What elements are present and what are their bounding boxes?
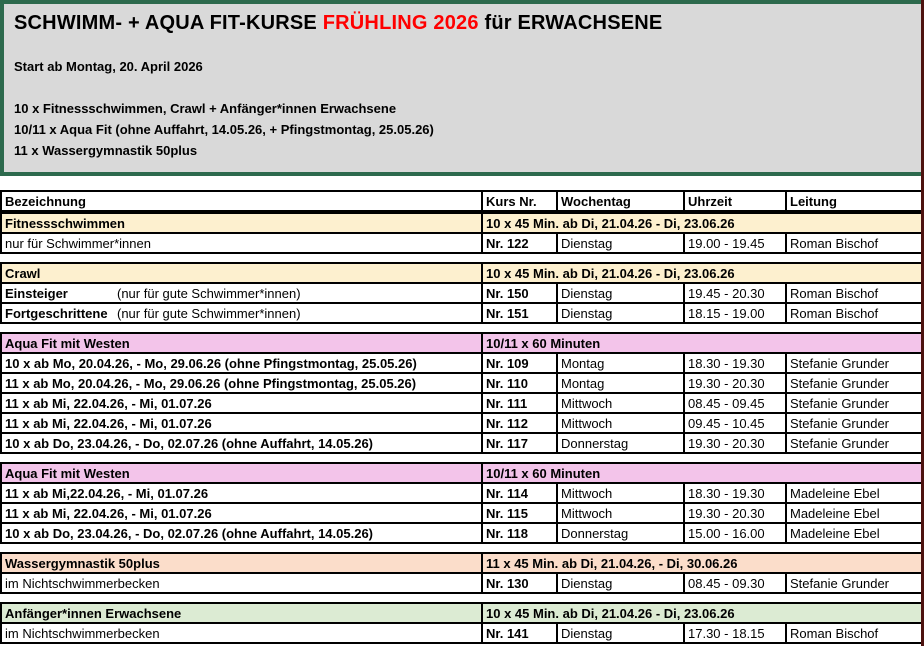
course-tables	[0, 190, 924, 644]
course-weekday: Mittwoch	[557, 503, 684, 523]
column-header: Wochentag	[557, 191, 684, 211]
course-time: 09.45 - 10.45	[684, 413, 786, 433]
column-header: Uhrzeit	[684, 191, 786, 211]
section-schedule: 10/11 x 60 Minuten	[482, 463, 922, 483]
section-header-row	[1, 263, 922, 283]
section-header-row	[1, 463, 922, 483]
course-section-table	[0, 332, 923, 454]
info-line-fitnessschwimmen: 10 x Fitnessschwimmen, Crawl + Anfänger*innen Erwachsene	[14, 101, 397, 116]
section-schedule: 10 x 45 Min. ab Di, 21.04.26 - Di, 23.06.26	[482, 213, 922, 233]
course-bezeichnung	[1, 523, 482, 543]
section-schedule: 11 x 45 Min. ab Di, 21.04.26, - Di, 30.06.26	[482, 553, 922, 573]
section-title: Aqua Fit mit Westen	[1, 463, 482, 483]
course-leader: Stefanie Grunder	[786, 353, 922, 373]
course-leader: Madeleine Ebel	[786, 503, 922, 523]
course-section-table	[0, 552, 923, 594]
column-header-row	[1, 191, 922, 211]
course-weekday: Montag	[557, 353, 684, 373]
course-leader: Stefanie Grunder	[786, 433, 922, 453]
course-info-lines	[14, 98, 921, 161]
course-label: 11 x ab Mi, 22.04.26, - Mi, 01.07.26	[5, 395, 212, 411]
course-number: Nr. 150	[482, 283, 557, 303]
course-number: Nr. 115	[482, 503, 557, 523]
course-leader: Roman Bischof	[786, 283, 922, 303]
course-label: Einsteiger	[5, 285, 68, 301]
course-time: 18.30 - 19.30	[684, 483, 786, 503]
title-highlight: FRÜHLING 2026	[322, 12, 479, 34]
course-weekday: Dienstag	[557, 233, 684, 253]
course-row	[1, 283, 922, 303]
course-leader: Stefanie Grunder	[786, 413, 922, 433]
course-leader: Madeleine Ebel	[786, 483, 922, 503]
section-title: Wassergymnastik 50plus	[1, 553, 482, 573]
info-line-wassergymnastik: 11 x Wassergymnastik 50plus	[14, 143, 198, 158]
document-header	[0, 0, 921, 176]
course-number: Nr. 111	[482, 393, 557, 413]
course-label: Fortgeschrittene	[5, 305, 108, 321]
course-bezeichnung	[1, 573, 482, 593]
course-weekday: Dienstag	[557, 283, 684, 303]
course-label: nur für Schwimmer*innen	[5, 235, 151, 251]
course-leader: Roman Bischof	[786, 233, 922, 253]
course-section-table	[0, 262, 923, 324]
course-number: Nr. 117	[482, 433, 557, 453]
course-weekday: Mittwoch	[557, 413, 684, 433]
course-leader: Stefanie Grunder	[786, 393, 922, 413]
course-weekday: Mittwoch	[557, 393, 684, 413]
course-time: 08.45 - 09.30	[684, 573, 786, 593]
course-number: Nr. 109	[482, 353, 557, 373]
course-number: Nr. 114	[482, 483, 557, 503]
course-row	[1, 233, 922, 253]
title-part-1: SCHWIMM- + AQUA FIT-KURSE	[14, 12, 323, 34]
course-row	[1, 433, 922, 453]
title-part-2: für ERWACHSENE	[478, 12, 663, 34]
course-weekday: Mittwoch	[557, 483, 684, 503]
course-label: im Nichtschwimmerbecken	[5, 625, 160, 641]
course-leader: Roman Bischof	[786, 623, 922, 643]
course-row	[1, 523, 922, 543]
course-time: 15.00 - 16.00	[684, 523, 786, 543]
course-section-table	[0, 462, 923, 544]
course-bezeichnung	[1, 283, 482, 303]
course-label: 10 x ab Mo, 20.04.26, - Mo, 29.06.26 (ohne Pfingstmontag, 25.05.26)	[5, 355, 417, 371]
course-row	[1, 413, 922, 433]
info-line-aquafit: 10/11 x Aqua Fit (ohne Auffahrt, 14.05.26, + Pfingstmontag, 25.05.26)	[14, 122, 434, 137]
column-header-table	[0, 190, 923, 212]
course-time: 17.30 - 18.15	[684, 623, 786, 643]
column-header: Leitung	[786, 191, 922, 211]
section-title: Aqua Fit mit Westen	[1, 333, 482, 353]
section-schedule: 10 x 45 Min. ab Di, 21.04.26 - Di, 23.06.26	[482, 603, 922, 623]
course-label: 11 x ab Mi, 22.04.26, - Mi, 01.07.26	[5, 415, 212, 431]
course-time: 08.45 - 09.45	[684, 393, 786, 413]
course-number: Nr. 141	[482, 623, 557, 643]
course-time: 19.00 - 19.45	[684, 233, 786, 253]
course-label: 10 x ab Do, 23.04.26, - Do, 02.07.26 (ohne Auffahrt, 14.05.26)	[5, 435, 373, 451]
course-bezeichnung	[1, 393, 482, 413]
start-date-line: Start ab Montag, 20. April 2026	[14, 59, 203, 74]
course-leader: Roman Bischof	[786, 303, 922, 323]
course-row	[1, 353, 922, 373]
course-row	[1, 573, 922, 593]
course-bezeichnung	[1, 503, 482, 523]
course-number: Nr. 110	[482, 373, 557, 393]
course-note: (nur für gute Schwimmer*innen)	[117, 285, 301, 301]
course-weekday: Dienstag	[557, 303, 684, 323]
course-bezeichnung	[1, 353, 482, 373]
course-number: Nr. 130	[482, 573, 557, 593]
section-header-row	[1, 603, 922, 623]
course-time: 19.45 - 20.30	[684, 283, 786, 303]
course-bezeichnung	[1, 373, 482, 393]
course-section-table	[0, 602, 923, 644]
course-bezeichnung	[1, 233, 482, 253]
course-weekday: Donnerstag	[557, 433, 684, 453]
course-section-table	[0, 212, 923, 254]
course-row	[1, 393, 922, 413]
course-row	[1, 483, 922, 503]
section-title: Fitnessschwimmen	[1, 213, 482, 233]
section-title: Anfänger*innen Erwachsene	[1, 603, 482, 623]
section-header-row	[1, 553, 922, 573]
course-time: 19.30 - 20.30	[684, 373, 786, 393]
course-label: im Nichtschwimmerbecken	[5, 575, 160, 591]
course-bezeichnung	[1, 623, 482, 643]
course-weekday: Dienstag	[557, 623, 684, 643]
course-label: 11 x ab Mi,22.04.26, - Mi, 01.07.26	[5, 485, 209, 501]
course-weekday: Montag	[557, 373, 684, 393]
course-row	[1, 503, 922, 523]
section-header-row	[1, 333, 922, 353]
section-title: Crawl	[1, 263, 482, 283]
course-label: 11 x ab Mi, 22.04.26, - Mi, 01.07.26	[5, 505, 212, 521]
course-leader: Stefanie Grunder	[786, 573, 922, 593]
column-header: Bezeichnung	[1, 191, 482, 211]
course-row	[1, 303, 922, 323]
course-bezeichnung	[1, 303, 482, 323]
course-time: 19.30 - 20.30	[684, 433, 786, 453]
course-bezeichnung	[1, 413, 482, 433]
course-weekday: Donnerstag	[557, 523, 684, 543]
course-bezeichnung	[1, 483, 482, 503]
course-number: Nr. 122	[482, 233, 557, 253]
course-leader: Madeleine Ebel	[786, 523, 922, 543]
course-row	[1, 623, 922, 643]
course-note: (nur für gute Schwimmer*innen)	[117, 305, 301, 321]
page-title	[14, 12, 921, 35]
section-schedule: 10/11 x 60 Minuten	[482, 333, 922, 353]
column-header: Kurs Nr.	[482, 191, 557, 211]
course-time: 18.15 - 19.00	[684, 303, 786, 323]
course-time: 18.30 - 19.30	[684, 353, 786, 373]
section-schedule: 10 x 45 Min. ab Di, 21.04.26 - Di, 23.06.26	[482, 263, 922, 283]
section-header-row	[1, 213, 922, 233]
course-row	[1, 373, 922, 393]
course-number: Nr. 151	[482, 303, 557, 323]
course-weekday: Dienstag	[557, 573, 684, 593]
course-label: 10 x ab Do, 23.04.26, - Do, 02.07.26 (ohne Auffahrt, 14.05.26)	[5, 525, 373, 541]
course-number: Nr. 118	[482, 523, 557, 543]
course-label: 11 x ab Mo, 20.04.26, - Mo, 29.06.26 (ohne Pfingstmontag, 25.05.26)	[5, 375, 417, 391]
course-bezeichnung	[1, 433, 482, 453]
course-leader: Stefanie Grunder	[786, 373, 922, 393]
course-time: 19.30 - 20.30	[684, 503, 786, 523]
course-number: Nr. 112	[482, 413, 557, 433]
